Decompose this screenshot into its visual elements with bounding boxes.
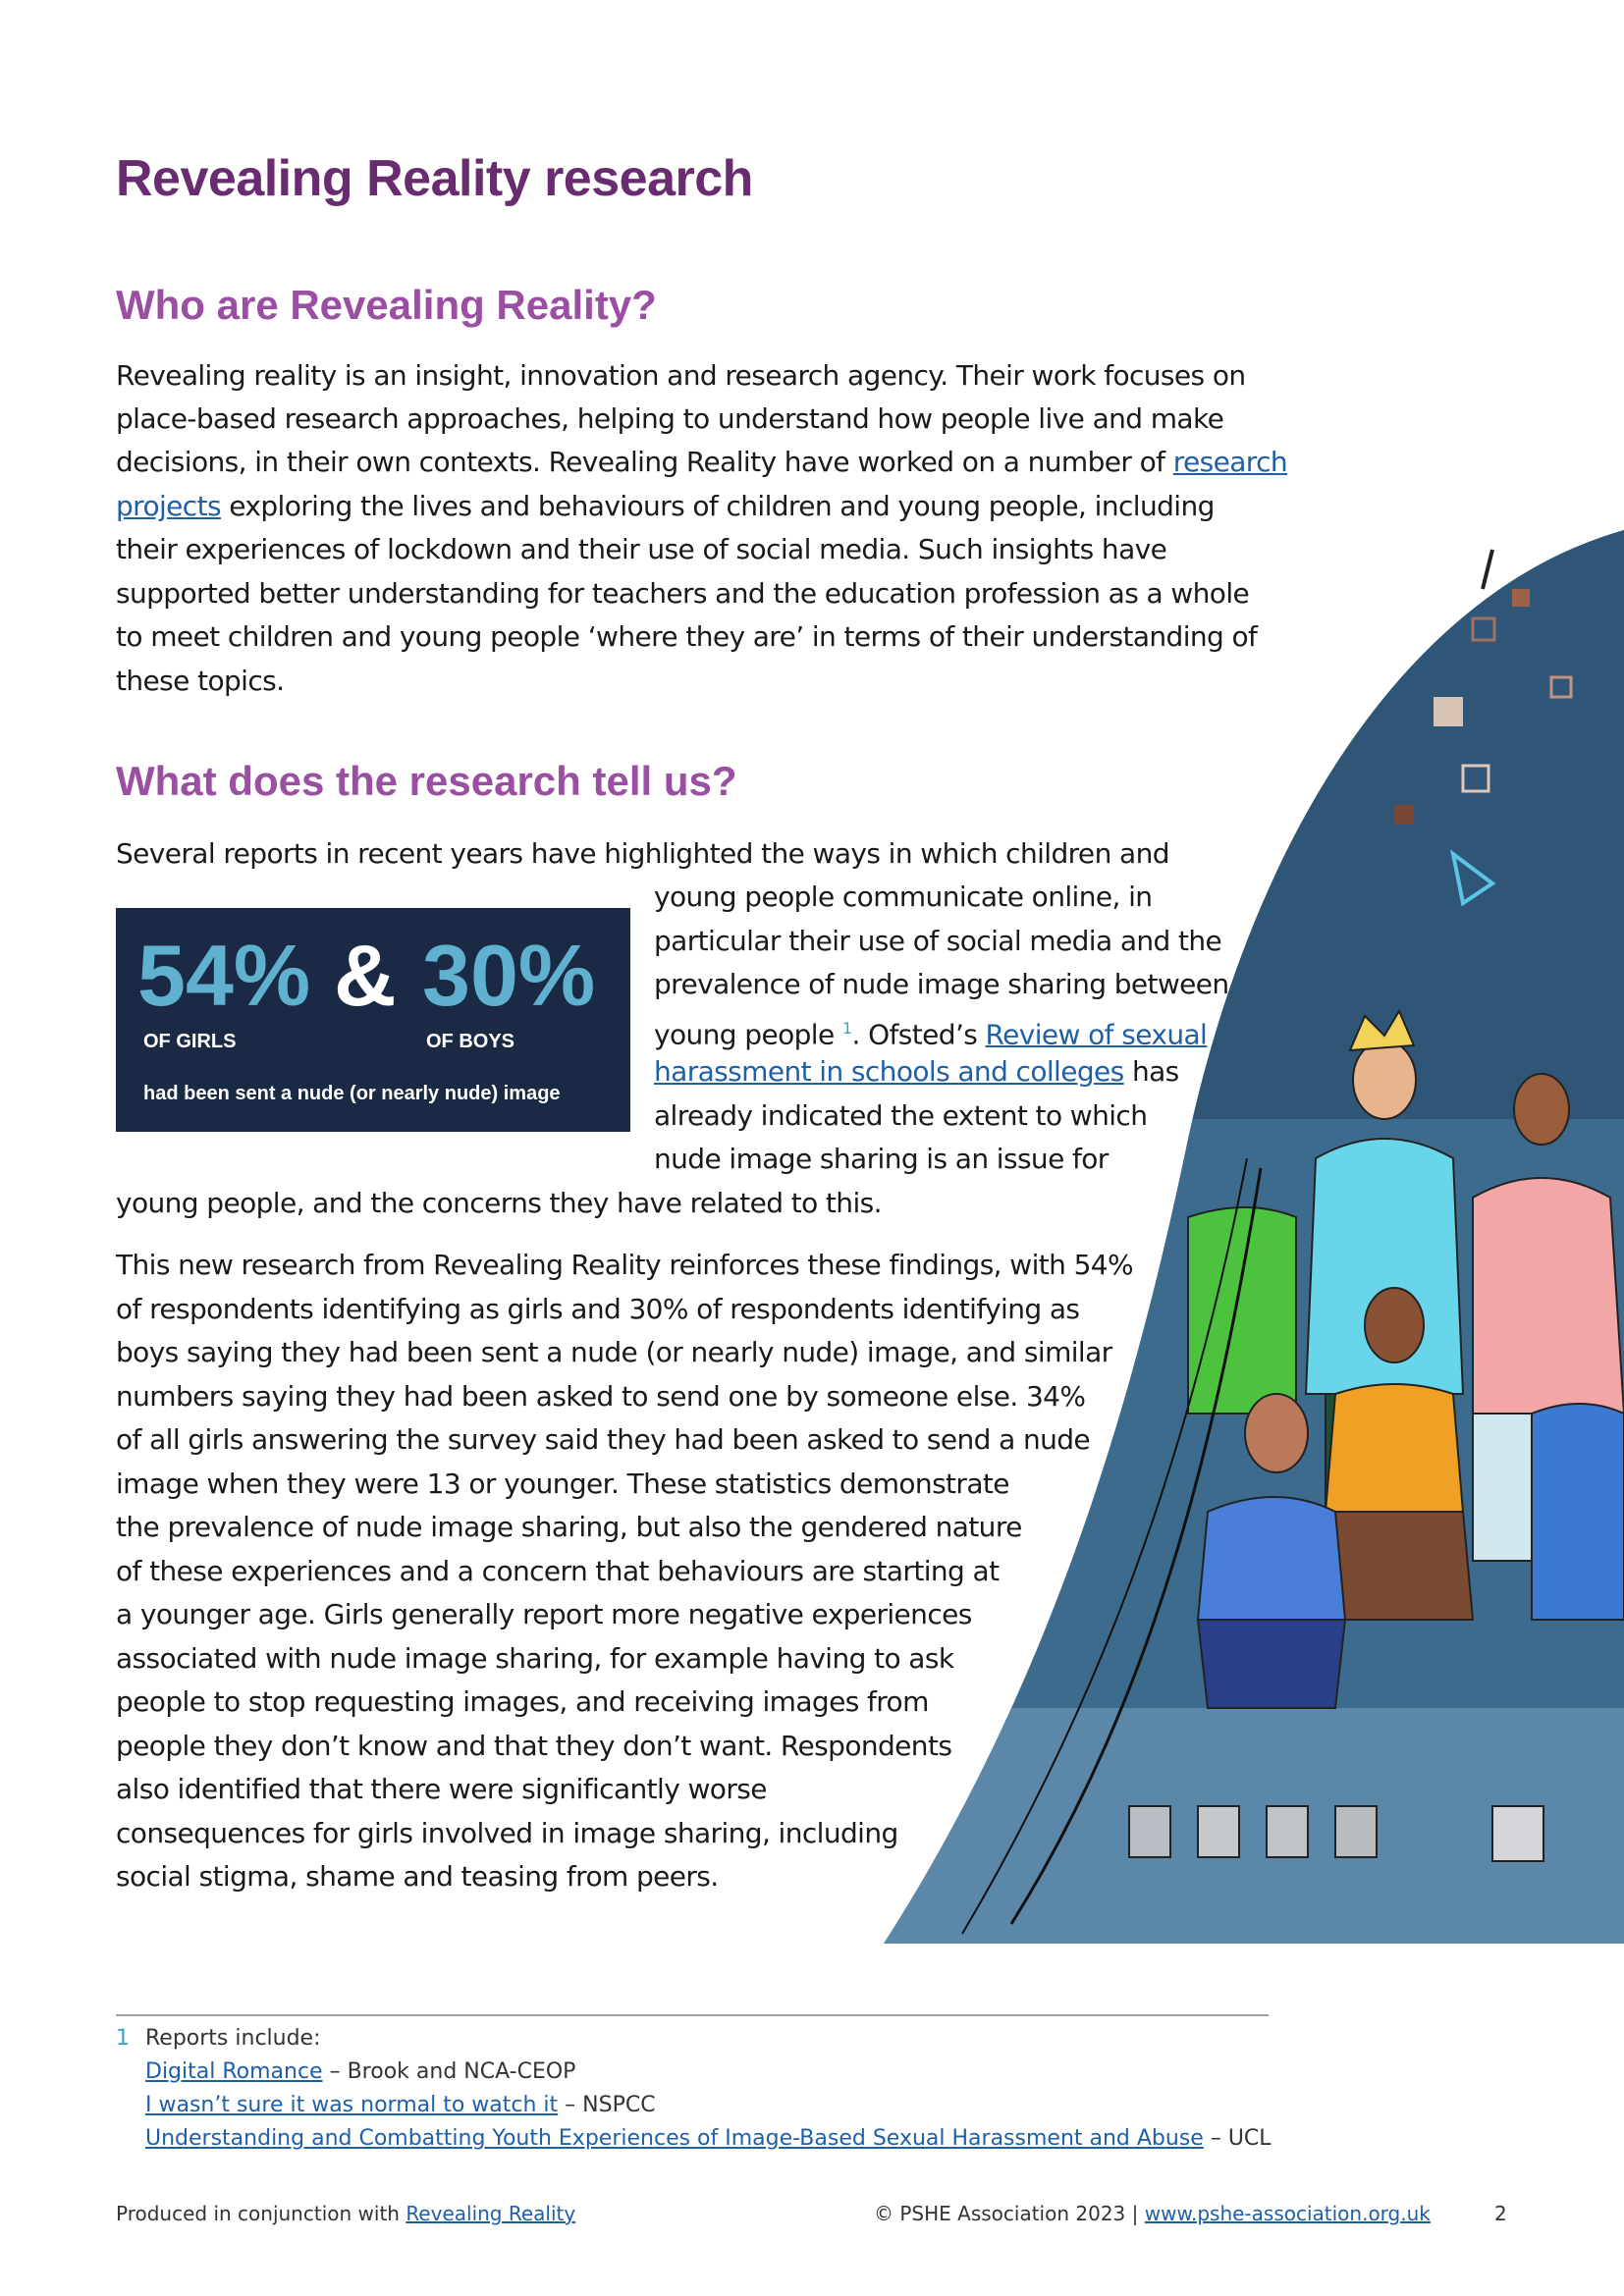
- text-line: Revealing reality is an insight, innovation and research agency. Their work focuses on: [116, 359, 1246, 392]
- page-number: 2: [1494, 2202, 1507, 2225]
- text-line: This new research from Revealing Reality reinforces these findings, with 54%: [116, 1249, 1134, 1281]
- footnote-source: – Brook and NCA-CEOP: [322, 2059, 576, 2084]
- text-line: people to stop requesting images, and receiving images from: [116, 1685, 929, 1718]
- text-line: a younger age. Girls generally report more negative experiences: [116, 1598, 972, 1630]
- digital-romance-link[interactable]: Digital Romance: [145, 2059, 323, 2084]
- statistic-callout: [116, 908, 630, 1132]
- pshe-website-link[interactable]: www.pshe-association.org.uk: [1144, 2202, 1431, 2225]
- text-line: particular their use of social media and the: [654, 925, 1222, 957]
- footnote-source: – NSPCC: [558, 2093, 656, 2117]
- footnote-item: [145, 2056, 575, 2089]
- text-line: Several reports in recent years have highlighted the ways in which children and: [116, 837, 1169, 870]
- girls-stat-label: OF GIRLS: [143, 1031, 237, 1052]
- footnote-ref[interactable]: 1: [841, 1019, 852, 1038]
- section-heading-research: What does the research tell us?: [116, 758, 737, 804]
- footer-produced: [116, 2202, 575, 2225]
- ampersand: &: [334, 927, 397, 1024]
- footer-text: Produced in conjunction with: [116, 2202, 406, 2225]
- text-line: of these experiences and a concern that behaviours are starting at: [116, 1554, 1000, 1587]
- text-line: these topics.: [116, 665, 285, 697]
- text-line: young people communicate online, in: [654, 881, 1153, 913]
- footer-copyright: [874, 2202, 1431, 2225]
- ofsted-review-link-cont[interactable]: harassment in schools and colleges: [654, 1055, 1124, 1088]
- text-line: prevalence of nude image sharing between: [654, 968, 1229, 1000]
- research-projects-link-cont[interactable]: projects: [116, 490, 221, 522]
- text-span: . Ofsted’s: [851, 1018, 986, 1051]
- text-line: to meet children and young people ‘where they are’ in terms of their understanding of: [116, 620, 1258, 653]
- text-line: supported better understanding for teachers and the education profession as a whole: [116, 577, 1250, 610]
- ucl-report-link[interactable]: Understanding and Combatting Youth Experiences of Image-Based Sexual Harassment and Abuse: [145, 2126, 1204, 2151]
- text-line: image when they were 13 or younger. These statistics demonstrate: [116, 1467, 1009, 1500]
- text-line: also identified that there were significantly worse: [116, 1773, 767, 1805]
- stat-caption: had been sent a nude (or nearly nude) image: [143, 1083, 561, 1104]
- text-span: exploring the lives and behaviours of children and young people, including: [220, 490, 1215, 522]
- text-line: of respondents identifying as girls and 30% of respondents identifying as: [116, 1292, 1080, 1325]
- text-line: already indicated the extent to which: [654, 1099, 1148, 1132]
- text-span: decisions, in their own contexts. Revealing Reality have worked on a number of: [116, 446, 1173, 478]
- revealing-reality-link[interactable]: Revealing Reality: [406, 2202, 576, 2225]
- text-line: [116, 485, 1215, 529]
- footnote-item: [145, 2089, 656, 2122]
- footnote-item: [145, 2122, 1272, 2156]
- text-line: people they don’t know and that they don’t want. Respondents: [116, 1729, 952, 1762]
- text-line: numbers saying they had been asked to send one by someone else. 34%: [116, 1379, 1086, 1413]
- copyright-text: © PSHE Association 2023 |: [874, 2202, 1145, 2225]
- text-span: young people: [654, 1018, 842, 1051]
- boys-stat-value: 30%: [422, 927, 596, 1024]
- text-line: associated with nude image sharing, for example having to ask: [116, 1641, 954, 1675]
- text-line: social stigma, shame and teasing from peers.: [116, 1860, 719, 1893]
- teenagers-illustration: [864, 530, 1624, 1944]
- ofsted-review-link[interactable]: Review of sexual: [985, 1018, 1208, 1051]
- text-line: [654, 1050, 1179, 1095]
- footnote-source: – UCL: [1203, 2126, 1272, 2151]
- nspcc-report-link[interactable]: I wasn’t sure it was normal to watch it: [145, 2093, 559, 2117]
- text-span: has: [1123, 1055, 1179, 1088]
- text-line: nude image sharing is an issue for: [654, 1143, 1109, 1175]
- page-title: Revealing Reality research: [116, 150, 753, 207]
- text-line: of all girls answering the survey said they had been asked to send a nude: [116, 1423, 1091, 1456]
- text-line: their experiences of lockdown and their use of social media. Such insights have: [116, 533, 1167, 565]
- footnote-number: 1: [116, 2026, 130, 2051]
- footnote-intro: Reports include:: [145, 2026, 321, 2051]
- girls-stat-value: 54%: [137, 927, 311, 1024]
- section-heading-who: Who are Revealing Reality?: [116, 282, 657, 328]
- text-line: place-based research approaches, helping to understand how people live and make: [116, 402, 1224, 435]
- boys-stat-label: OF BOYS: [426, 1031, 515, 1052]
- text-line: boys saying they had been sent a nude (or nearly nude) image, and similar: [116, 1336, 1112, 1368]
- text-line: young people, and the concerns they have related to this.: [116, 1187, 882, 1219]
- text-line: consequences for girls involved in image sharing, including: [116, 1816, 898, 1849]
- text-line: the prevalence of nude image sharing, but also the gendered nature: [116, 1511, 1022, 1543]
- text-line: [116, 441, 1287, 485]
- research-projects-link[interactable]: research: [1172, 446, 1288, 478]
- footnote-divider: [116, 2014, 1269, 2016]
